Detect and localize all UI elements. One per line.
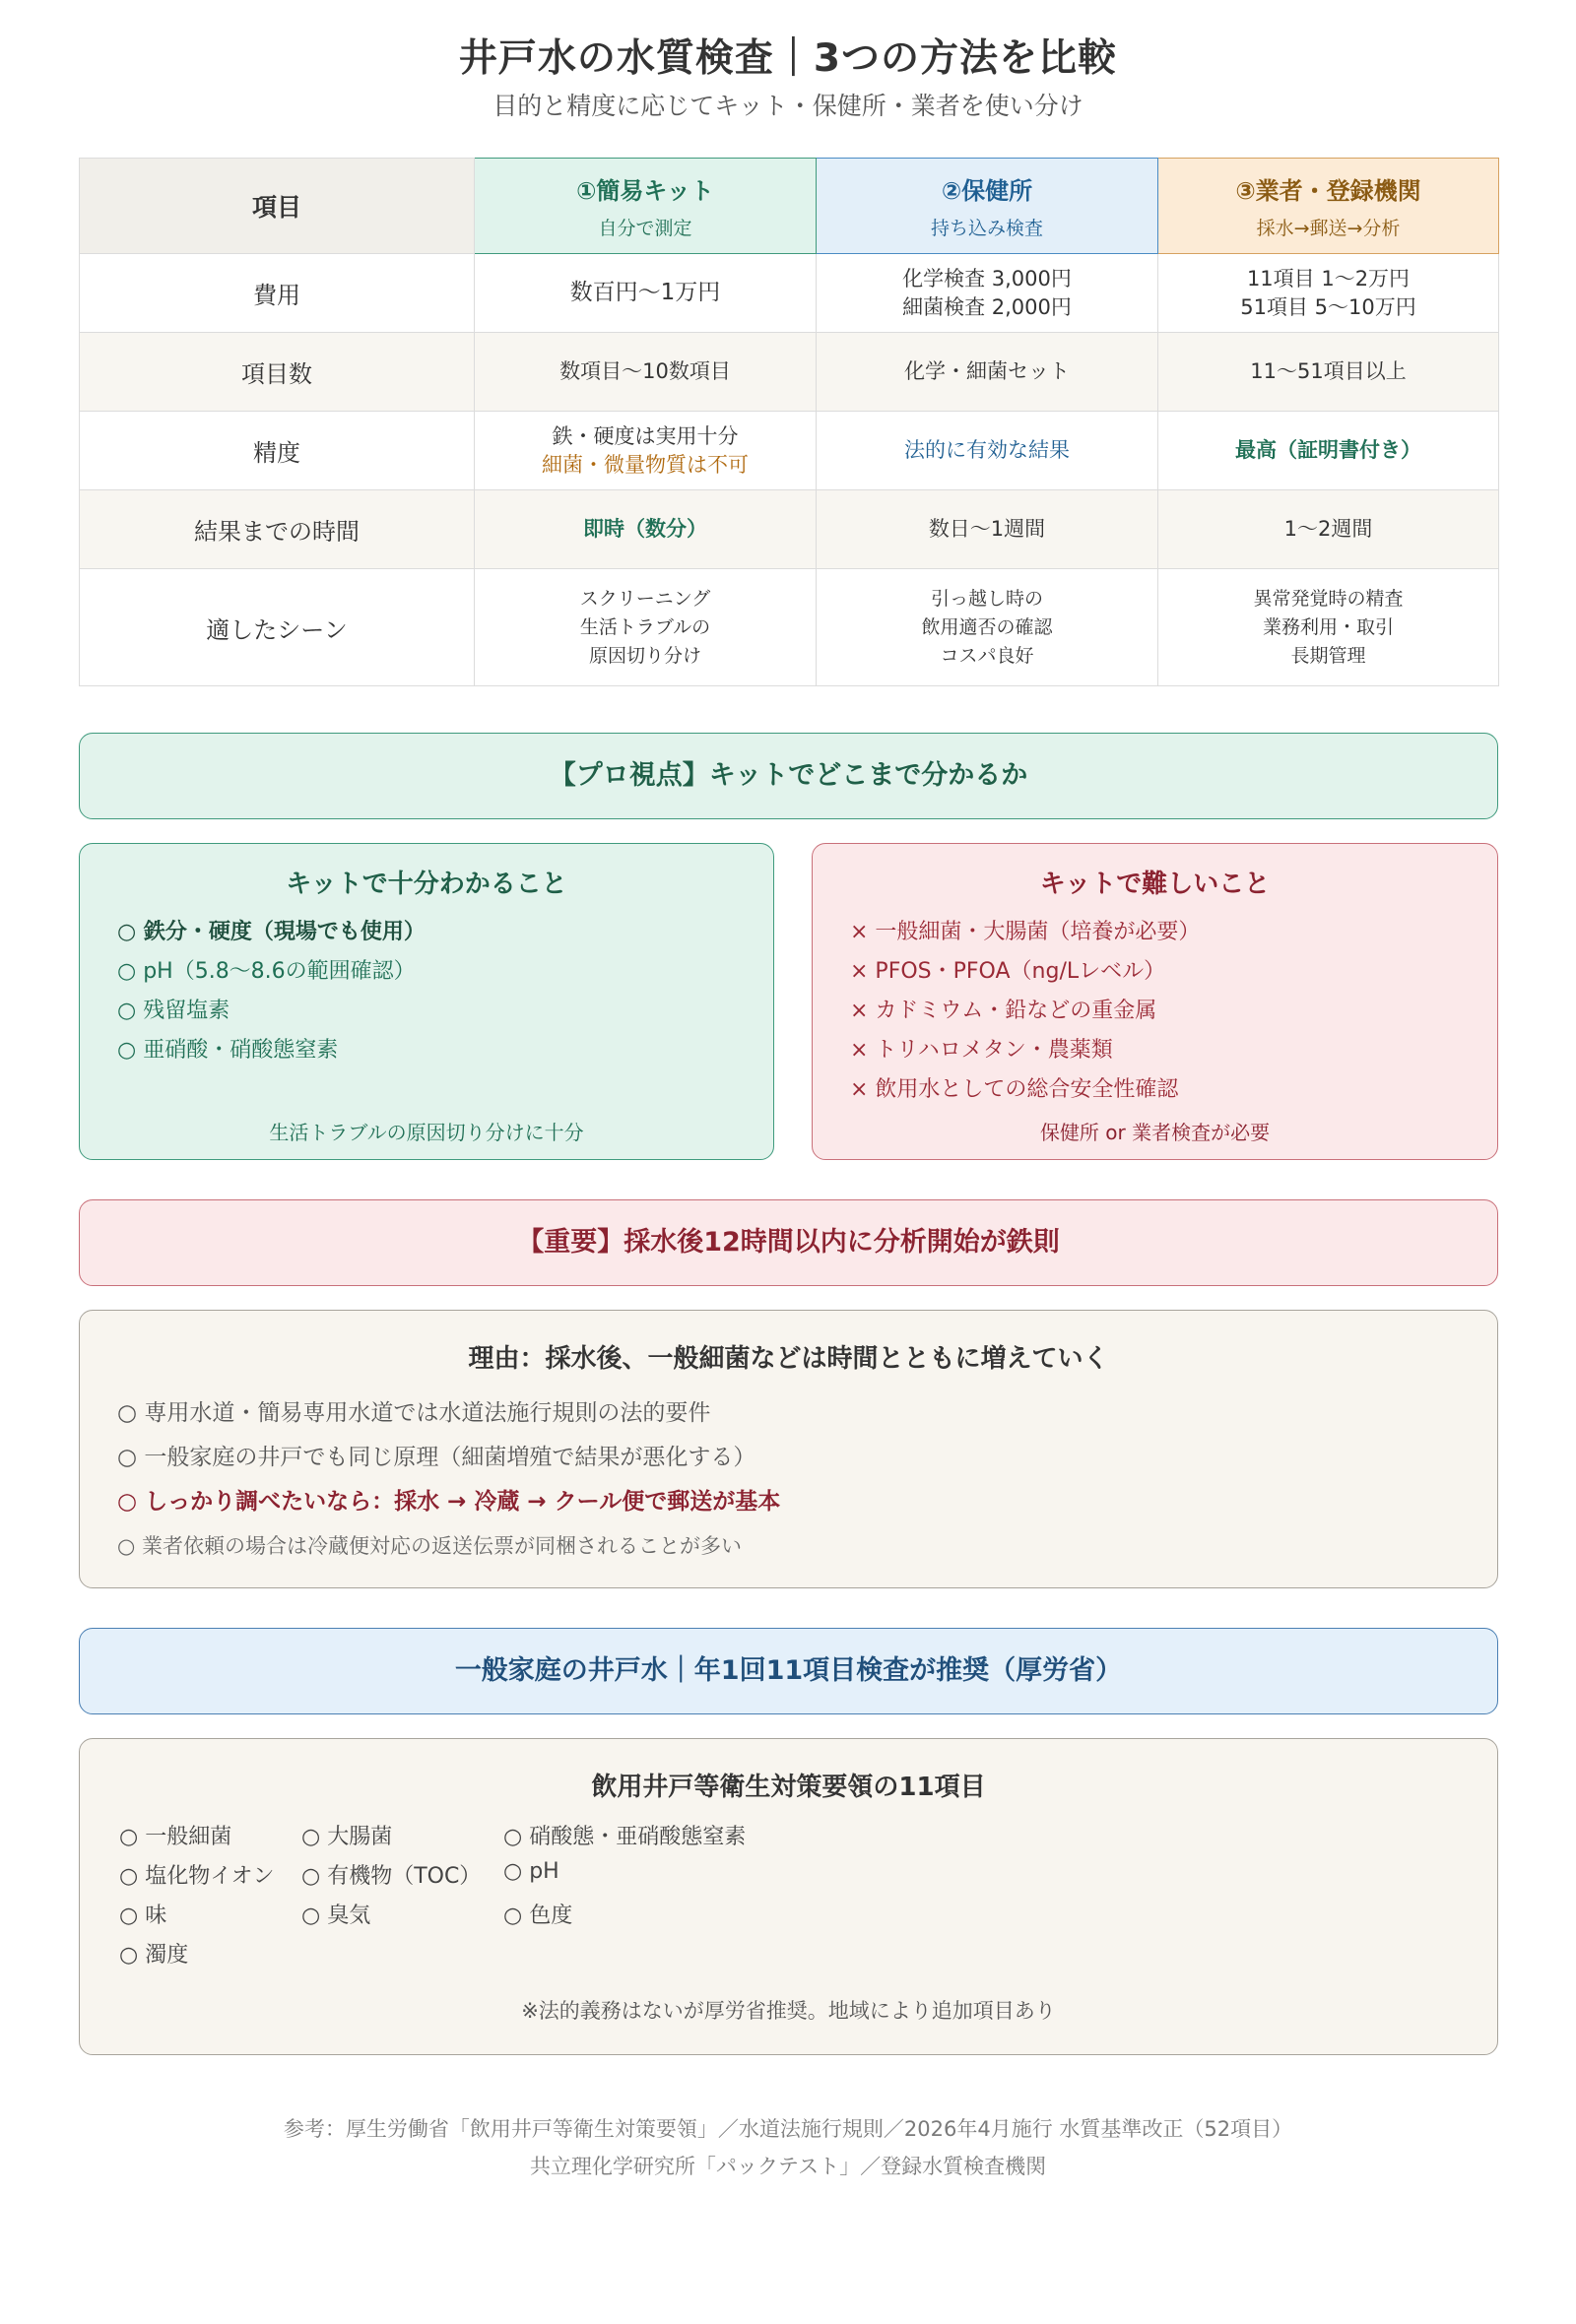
cell-kit: [475, 412, 817, 490]
pro-view-banner: 【プロ視点】キットでどこまで分かるか: [79, 733, 1498, 819]
header-kit: [475, 159, 817, 254]
reason-title: 理由：採水後、一般細菌などは時間とともに増えていく: [468, 1344, 1109, 1374]
cell-line: 飲用適否の確認: [921, 615, 1053, 638]
cell-line: 生活トラブルの: [579, 615, 711, 638]
kit-capable-list: [117, 913, 426, 1070]
kit-capable-footer: 生活トラブルの原因切り分けに十分: [269, 1121, 584, 1144]
cell-biz: [1158, 569, 1499, 686]
check-item: ○ 臭気: [301, 1904, 371, 1928]
header-kit-name: ①簡易キット: [576, 177, 714, 205]
cell-kit: [475, 333, 817, 412]
cell-hc: [817, 569, 1158, 686]
list-item: × PFOS・PFOA（ng/Lレベル）: [850, 959, 1166, 984]
list-item: ○ 残留塩素: [117, 999, 230, 1023]
cell-line: 11〜51項目以上: [1250, 359, 1407, 383]
cell-line: 化学・細菌セット: [904, 359, 1070, 383]
cell-line: 引っ越し時の: [930, 587, 1043, 610]
check-item: ○ pH: [503, 1859, 559, 1884]
cell-line: 数項目〜10数項目: [559, 359, 731, 383]
cell-line: スクリーニング: [579, 587, 711, 610]
list-item: × 一般細菌・大腸菌（培養が必要）: [850, 920, 1201, 944]
list-item-emphasis: ○ しっかり調べたいなら：採水 → 冷蔵 → クール便で郵送が基本: [117, 1489, 781, 1515]
header-health-center: [817, 159, 1158, 254]
cell-biz: [1158, 490, 1499, 569]
check-item: ○ 色度: [503, 1904, 573, 1928]
check-item: ○ 濁度: [119, 1943, 189, 1968]
table-row: [80, 333, 1499, 412]
header-biz-name: ③業者・登録機関: [1235, 177, 1421, 205]
cell-kit: [475, 569, 817, 686]
cell-line: 1〜2週間: [1283, 517, 1373, 541]
kit-difficult-title: キットで難しいこと: [1039, 870, 1271, 899]
cell-biz: [1158, 333, 1499, 412]
list-item: ○ 専用水道・簡易専用水道では水道法施行規則の法的要件: [117, 1400, 711, 1426]
cell-kit: [475, 490, 817, 569]
row-label: 適したシーン: [80, 569, 475, 686]
cell-line: 法的に有効な結果: [904, 438, 1070, 462]
cell-line: 長期管理: [1290, 644, 1366, 667]
cell-hc: [817, 412, 1158, 490]
eleven-items-note: ※法的義務はないが厚労省推奨。地域により追加項目あり: [521, 1999, 1056, 2023]
cell-biz: [1158, 412, 1499, 490]
important-banner: 【重要】採水後12時間以内に分析開始が鉄則: [79, 1199, 1498, 1286]
check-item: ○ 一般細菌: [119, 1825, 232, 1849]
header-hc-sub: 持ち込み検査: [930, 218, 1043, 239]
kit-difficult-list: [850, 913, 1200, 1110]
table-header-row: [80, 159, 1499, 254]
table-row: [80, 254, 1499, 333]
cell-hc: [817, 254, 1158, 333]
page-title: 井戸水の水質検査｜3つの方法を比較: [458, 36, 1118, 81]
list-item: ○ 業者依頼の場合は冷蔵便対応の返送伝票が同梱されることが多い: [117, 1534, 742, 1558]
cell-line: 11項目 1〜2万円: [1246, 266, 1411, 290]
reference-line: 共立理化学研究所「パックテスト」／登録水質検査機関: [529, 2155, 1047, 2178]
cell-hc: [817, 333, 1158, 412]
list-item: × カドミウム・鉛などの重金属: [850, 999, 1157, 1023]
table-row: [80, 569, 1499, 686]
cell-line: 異常発覚時の精査: [1253, 587, 1404, 610]
cell-line: 最高（証明書付き）: [1235, 438, 1421, 462]
kit-difficult-box: [812, 843, 1498, 1160]
header-hc-name: ②保健所: [941, 177, 1033, 205]
list-item: ○ 鉄分・硬度（現場でも使用）: [117, 920, 426, 944]
cell-line: コスパ良好: [940, 644, 1034, 667]
list-item: ○ 亜硝酸・硝酸態窒素: [117, 1038, 339, 1063]
kit-capable-box: [79, 843, 774, 1160]
cell-line: 細菌検査 2,000円: [902, 294, 1072, 319]
eleven-items-title: 飲用井戸等衛生対策要領の11項目: [591, 1773, 986, 1802]
header-biz-sub: 採水→郵送→分析: [1256, 218, 1401, 239]
cell-line: 原因切り分け: [588, 644, 701, 667]
header-kit-sub: 自分で測定: [598, 218, 692, 239]
check-item: ○ 味: [119, 1904, 167, 1928]
cell-line-warning: 細菌・微量物質は不可: [542, 452, 749, 477]
list-item: × 飲用水としての総合安全性確認: [850, 1077, 1179, 1102]
eleven-items-box: [79, 1738, 1498, 2055]
table-row: [80, 490, 1499, 569]
row-label: 費用: [80, 254, 475, 333]
cell-kit: [475, 254, 817, 333]
cell-line: 51項目 5〜10万円: [1240, 294, 1416, 319]
table-row: [80, 412, 1499, 490]
kit-difficult-footer: 保健所 or 業者検査が必要: [1039, 1121, 1271, 1144]
header-business: [1158, 159, 1499, 254]
reason-box: [79, 1310, 1498, 1588]
check-item: ○ 大腸菌: [301, 1825, 393, 1849]
header-corner: 項目: [80, 159, 475, 254]
cell-line: 鉄・硬度は実用十分: [552, 423, 739, 448]
cell-biz: [1158, 254, 1499, 333]
list-item: ○ pH（5.8〜8.6の範囲確認）: [117, 959, 416, 984]
list-item: × トリハロメタン・農薬類: [850, 1038, 1113, 1063]
page-subtitle: 目的と精度に応じてキット・保健所・業者を使い分け: [492, 92, 1084, 120]
cell-hc: [817, 490, 1158, 569]
kit-capable-title: キットで十分わかること: [286, 870, 567, 899]
row-label: 精度: [80, 412, 475, 490]
comparison-table: [79, 158, 1499, 686]
check-item: ○ 硝酸態・亜硝酸態窒素: [503, 1825, 747, 1849]
recommend-banner: 一般家庭の井戸水｜年1回11項目検査が推奨（厚労省）: [79, 1628, 1498, 1714]
cell-line: 数百円〜1万円: [569, 280, 721, 305]
check-item: ○ 有機物（TOC）: [301, 1864, 482, 1889]
check-item: ○ 塩化物イオン: [119, 1864, 275, 1889]
reason-list: [117, 1391, 780, 1569]
row-label: 項目数: [80, 333, 475, 412]
reference-line: 参考：厚生労働省「飲用井戸等衛生対策要領」／水道法施行規則／2026年4月施行 水質基準改正（52項目）: [283, 2117, 1293, 2141]
cell-line: 化学検査 3,000円: [902, 266, 1072, 290]
cell-line: 数日〜1週間: [928, 517, 1046, 541]
list-item: ○ 一般家庭の井戸でも同じ原理（細菌増殖で結果が悪化する）: [117, 1445, 756, 1470]
row-label: 結果までの時間: [80, 490, 475, 569]
cell-line: 業務利用・取引: [1262, 615, 1394, 638]
cell-line: 即時（数分）: [583, 517, 707, 541]
